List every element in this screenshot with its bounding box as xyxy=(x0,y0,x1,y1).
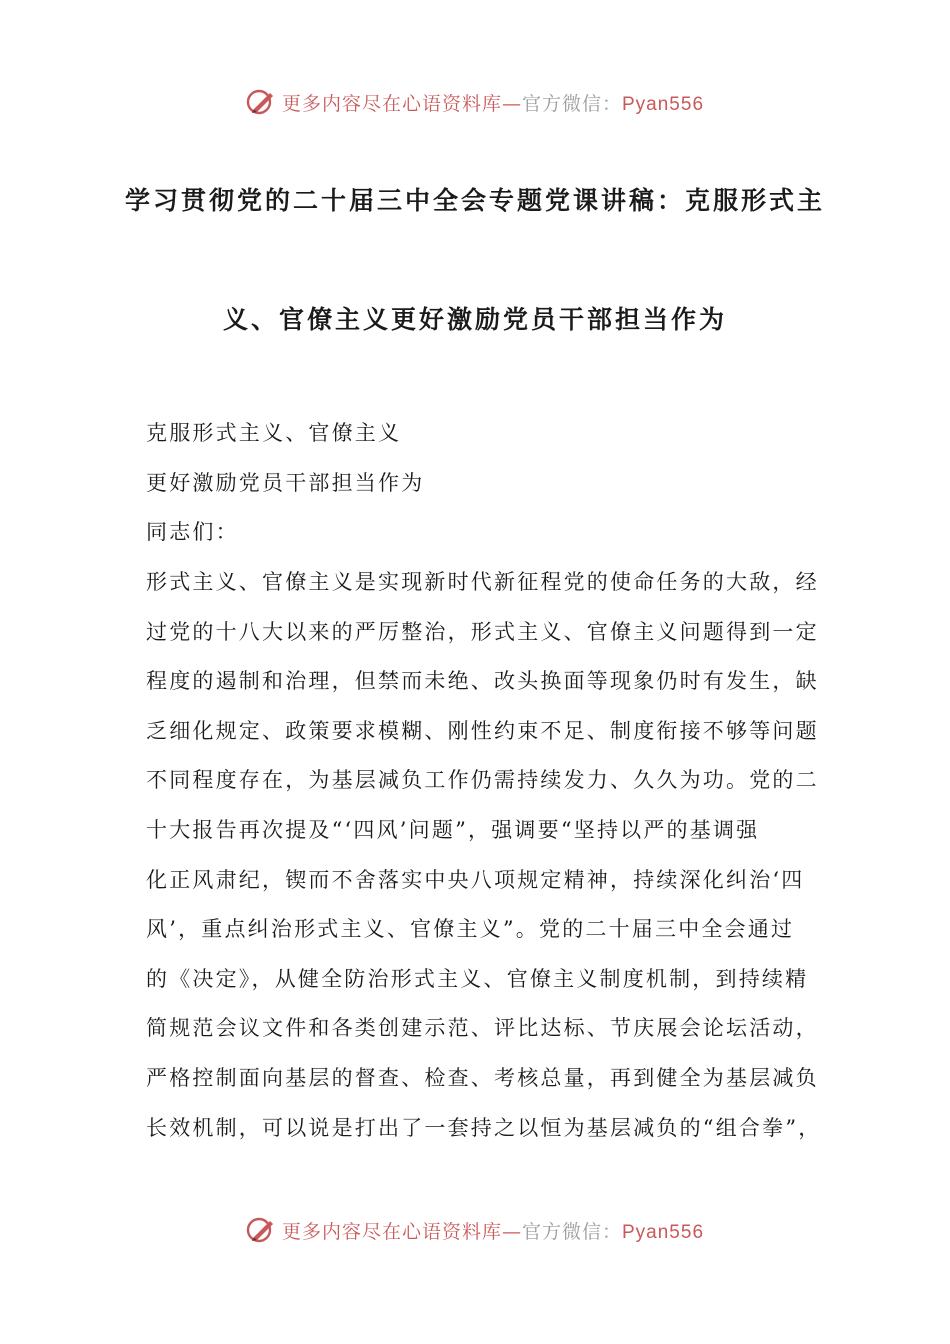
paragraph-line: 长效机制，可以说是打出了一套持之以恒为基层减负的“组合拳”， xyxy=(146,1115,822,1140)
document-title-line-1: 学习贯彻党的二十届三中全会专题党课讲稿：克服形式主 xyxy=(124,186,825,215)
paragraph-line: 十大报告再次提及“‘四风’问题”，强调要“坚持以严的基调强 xyxy=(146,817,760,842)
banner-text: 更多内容尽在心语资料库 xyxy=(281,1220,502,1243)
paragraph-line: 形式主义、官僚主义是实现新时代新征程党的使命任务的大敌，经 xyxy=(146,570,819,594)
body-paragraph xyxy=(146,558,826,1153)
pen-logo-icon xyxy=(246,87,276,117)
subheading-line: 克服形式主义、官僚主义 xyxy=(146,421,402,445)
paragraph-line: 化正风肃纪，锲而不舍落实中央八项规定精神，持续深化纠治‘四 xyxy=(146,867,805,892)
header-banner xyxy=(0,82,950,122)
banner-wechat-label: 官方微信： xyxy=(521,1220,622,1243)
paragraph-line: 乏细化规定、政策要求模糊、刚性约束不足、制度衔接不够等问题 xyxy=(146,718,819,743)
banner-wechat-id: Pyan556 xyxy=(622,1221,705,1243)
footer-banner xyxy=(0,1210,950,1250)
banner-wechat-id: Pyan556 xyxy=(622,93,705,115)
paragraph-line: 过党的十八大以来的严厉整治，形式主义、官僚主义问题得到一定 xyxy=(146,619,819,644)
paragraph-line: 严格控制面向基层的督查、检查、考核总量，再到健全为基层减负 xyxy=(146,1065,819,1090)
paragraph-line: 风’，重点纠治形式主义、官僚主义”。党的二十届三中全会通过 xyxy=(146,917,795,942)
paragraph-line: 程度的遏制和治理，但禁而未绝、改头换面等现象仍时有发生，缺 xyxy=(146,669,819,694)
banner-wechat-label: 官方微信： xyxy=(521,92,622,115)
paragraph-line: 不同程度存在，为基层减负工作仍需持续发力、久久为功。党的二 xyxy=(146,768,819,793)
banner-dash: — xyxy=(501,1220,522,1243)
salutation: 同志们： xyxy=(146,520,239,545)
paragraph-line: 简规范会议文件和各类创建示范、评比达标、节庆展会论坛活动， xyxy=(146,1016,819,1041)
pen-logo-icon xyxy=(246,1215,276,1245)
paragraph-line: 的《决定》，从健全防治形式主义、官僚主义制度机制，到持续精 xyxy=(146,966,809,991)
banner-dash: — xyxy=(501,92,522,115)
subheading-line: 更好激励党员干部担当作为 xyxy=(146,470,425,495)
banner-text: 更多内容尽在心语资料库 xyxy=(281,92,502,115)
document-title-line-2: 义、官僚主义更好激励党员干部担当作为 xyxy=(222,305,727,334)
subheading-block xyxy=(146,409,826,558)
